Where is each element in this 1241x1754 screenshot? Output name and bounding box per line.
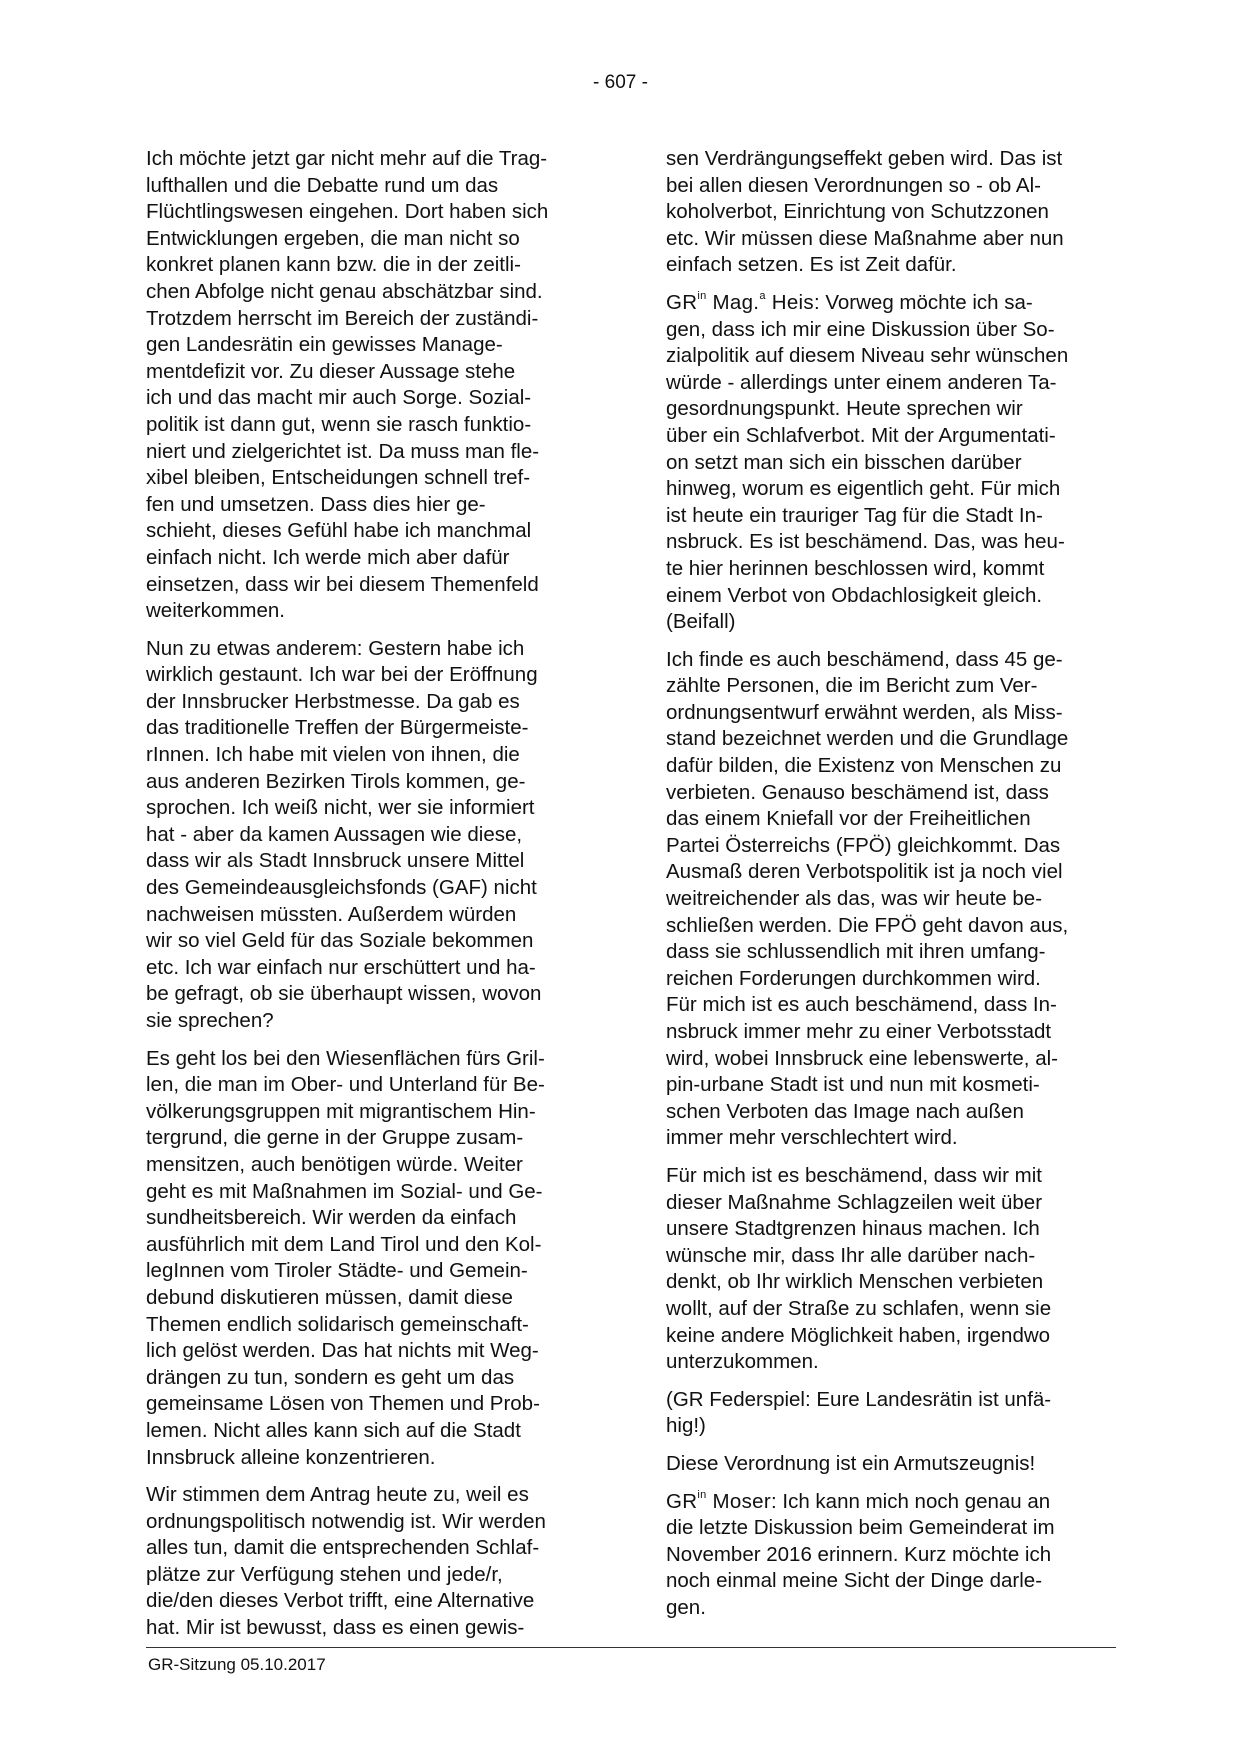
text-line: Es geht los bei den Wiesenflächen fürs Gril- xyxy=(146,1046,545,1070)
text-line: pin-urbane Stadt ist und nun mit kosmeti- xyxy=(666,1073,1040,1097)
text-line: konkret planen kann bzw. die in der zeitli- xyxy=(146,253,521,277)
text-line: denkt, ob Ihr wirklich Menschen verbieten xyxy=(666,1270,1044,1294)
paragraph xyxy=(146,1046,598,1472)
text-line: ausführlich mit dem Land Tirol und den Kol- xyxy=(146,1232,542,1256)
text-line: sie sprechen? xyxy=(146,1009,274,1032)
text-line: das traditionelle Treffen der Bürgermeiste- xyxy=(146,716,529,740)
text-line: würde - allerdings unter einem anderen Ta- xyxy=(666,370,1057,394)
text-line: te hier herinnen beschlossen wird, kommt xyxy=(666,556,1045,580)
text-line: dieser Maßnahme Schlagzeilen weit über xyxy=(666,1190,1043,1214)
text-line: schen Verboten das Image nach außen xyxy=(666,1099,1024,1123)
text-line: hat. Mir ist bewusst, dass es einen gewis- xyxy=(146,1616,525,1640)
text-line: politik ist dann gut, wenn sie rasch funktio- xyxy=(146,412,532,436)
footer-session-date: GR-Sitzung 05.10.2017 xyxy=(148,1655,326,1674)
text-line: fen und umsetzen. Dass dies hier ge- xyxy=(146,492,486,516)
text-line: zählte Personen, die im Bericht zum Ver- xyxy=(666,674,1038,698)
right-column xyxy=(666,146,1118,1632)
text-line: niert und zielgerichtet ist. Da muss man fle- xyxy=(146,439,540,463)
text-line: be gefragt, ob sie überhaupt wissen, wovon xyxy=(146,982,542,1006)
text-line: ordnungsentwurf erwähnt werden, als Miss- xyxy=(666,700,1063,724)
speaker-label: $GR^{in}$ Mag.$^a$ Heis xyxy=(666,290,814,314)
text-line: dass sie schlussendlich mit ihren umfang- xyxy=(666,940,1046,964)
speech-first-line: $GR^{in}$ Moser: Ich kann mich noch genau an xyxy=(666,1488,1051,1513)
text-line: nsbruck immer mehr zu einer Verbotsstadt xyxy=(666,1020,1052,1043)
text-line: wir so viel Geld für das Soziale bekommen xyxy=(146,929,534,953)
text-line: Trotzdem herrscht im Bereich der zuständi- xyxy=(146,306,539,330)
text-line: (Beifall) xyxy=(666,610,736,634)
text-line: Ausmaß deren Verbotspolitik ist ja noch viel xyxy=(666,860,1063,884)
text-line: Für mich ist es auch beschämend, dass In- xyxy=(666,993,1057,1017)
text-line: gen Landesrätin ein gewisses Manage- xyxy=(146,333,503,357)
text-line: sundheitsbereich. Wir werden da einfach xyxy=(146,1206,517,1230)
text-line: etc. Wir müssen diese Maßnahme aber nun xyxy=(666,226,1064,250)
text-line: sen Verdrängungseffekt geben wird. Das ist xyxy=(666,147,1063,170)
text-line: einem Verbot von Obdachlosigkeit gleich. xyxy=(666,583,1043,607)
text-line: November 2016 erinnern. Kurz möchte ich xyxy=(666,1542,1052,1566)
text-line: on setzt man sich ein bisschen darüber xyxy=(666,450,1022,474)
text-line: der Innsbrucker Herbstmesse. Da gab es xyxy=(146,689,520,713)
text-line: nachweisen müssten. Außerdem würden xyxy=(146,902,517,926)
text-line: hat - aber da kamen Aussagen wie diese, xyxy=(146,822,523,846)
text-line: die letzte Diskussion beim Gemeinderat im xyxy=(666,1516,1055,1540)
text-line: immer mehr verschlechtert wird. xyxy=(666,1126,958,1150)
text-line: Innsbruck alleine konzentrieren. xyxy=(146,1445,436,1469)
speech-body xyxy=(666,1515,1118,1621)
text-line: legInnen vom Tiroler Städte- und Gemein- xyxy=(146,1259,528,1283)
text-line: drängen zu tun, sondern es geht um das xyxy=(146,1365,515,1389)
paragraph xyxy=(146,636,598,1035)
text-line: gen, dass ich mir eine Diskussion über So- xyxy=(666,317,1055,341)
speaker-label: $GR^{in}$ Moser xyxy=(666,1488,771,1513)
page-number: - 607 - xyxy=(593,72,648,93)
text-line: unsere Stadtgrenzen hinaus machen. Ich xyxy=(666,1217,1040,1241)
text-line: koholverbot, Einrichtung von Schutzzonen xyxy=(666,200,1049,224)
text-line: alles tun, damit die entsprechenden Schlaf- xyxy=(146,1536,540,1560)
text-line: ordnungspolitisch notwendig ist. Wir werden xyxy=(146,1509,546,1533)
left-column xyxy=(146,146,598,1653)
text-line: unterzukommen. xyxy=(666,1350,819,1374)
text-line: schieht, dieses Gefühl habe ich manchmal xyxy=(146,519,532,543)
text-line: lemen. Nicht alles kann sich auf die Stadt xyxy=(146,1418,521,1442)
text-line: stand bezeichnet werden und die Grundlage xyxy=(666,727,1069,751)
text-line: Partei Österreichs (FPÖ) gleichkommt. Das xyxy=(666,833,1061,857)
text-line: noch einmal meine Sicht der Dinge darle- xyxy=(666,1569,1043,1593)
text-line: keine andere Möglichkeit haben, irgendwo xyxy=(666,1323,1051,1347)
text-line: dafür bilden, die Existenz von Menschen zu xyxy=(666,754,1062,778)
text-line: tergrund, die gerne in der Gruppe zusam- xyxy=(146,1126,524,1150)
text-line: xibel bleiben, Entscheidungen schnell tref- xyxy=(146,466,531,490)
text-line: des Gemeindeausgleichsfonds (GAF) nicht xyxy=(146,876,537,900)
text-line: über ein Schlafverbot. Mit der Argumentati- xyxy=(666,423,1056,447)
text-line: chen Abfolge nicht genau abschätzbar sind. xyxy=(146,279,543,303)
text-line: ich und das macht mir auch Sorge. Sozial- xyxy=(146,386,532,410)
interjection xyxy=(666,1387,1118,1440)
paragraph xyxy=(666,146,1118,279)
text-line: sprochen. Ich weiß nicht, wer sie informiert xyxy=(146,796,535,820)
speech-body xyxy=(666,317,1118,636)
paragraph xyxy=(666,647,1118,1152)
text-line: nsbruck. Es ist beschämend. Das, was heu- xyxy=(666,530,1065,554)
text-line: Für mich ist es beschämend, dass wir mit xyxy=(666,1163,1042,1187)
text-line: (GR Federspiel: Eure Landesrätin ist unfä- xyxy=(666,1387,1052,1411)
text-line: Flüchtlingswesen eingehen. Dort haben sich xyxy=(146,200,549,224)
text-line: zialpolitik auf diesem Niveau sehr wünschen xyxy=(666,344,1069,368)
text-line: rInnen. Ich habe mit vielen von ihnen, die xyxy=(146,743,520,767)
speech-moser xyxy=(666,1489,1118,1622)
text-line: lufthallen und die Debatte rund um das xyxy=(146,173,499,197)
text-line: Ich möchte jetzt gar nicht mehr auf die Trag- xyxy=(146,147,548,170)
text-line: verbieten. Genauso beschämend ist, dass xyxy=(666,780,1049,804)
text-line: weitreichender als das, was wir heute be- xyxy=(666,887,1043,911)
text-line: gesordnungspunkt. Heute sprechen wir xyxy=(666,397,1023,421)
text-line: hig!) xyxy=(666,1414,706,1438)
text-line: hinweg, worum es eigentlich geht. Für mich xyxy=(666,477,1061,501)
text-line: mensitzen, auch benötigen würde. Weiter xyxy=(146,1152,523,1176)
text-line: Ich finde es auch beschämend, dass 45 ge- xyxy=(666,647,1063,671)
text-line: mentdefizit vor. Zu dieser Aussage stehe xyxy=(146,359,516,383)
text-line: gen. xyxy=(666,1595,706,1619)
paragraph xyxy=(146,146,598,625)
text-line: wirklich gestaunt. Ich war bei der Eröffnung xyxy=(146,663,538,687)
text-line: Nun zu etwas anderem: Gestern habe ich xyxy=(146,636,525,660)
text-line: geht es mit Maßnahmen im Sozial- und Ge- xyxy=(146,1179,543,1203)
text-line: len, die man im Ober- und Unterland für Be- xyxy=(146,1073,545,1097)
text-line: das einem Kniefall vor der Freiheitlichen xyxy=(666,807,1031,831)
paragraph xyxy=(666,1163,1118,1376)
text-line: völkerungsgruppen mit migrantischem Hin- xyxy=(146,1099,536,1123)
text-line: schließen werden. Die FPÖ geht davon aus, xyxy=(666,913,1069,937)
text-line: wollt, auf der Straße zu schlafen, wenn sie xyxy=(666,1296,1052,1320)
text-line: ist heute ein trauriger Tag für die Stadt In- xyxy=(666,503,1043,527)
text-line: wird, wobei Innsbruck eine lebenswerte, al- xyxy=(666,1046,1058,1070)
speech-first-line: $GR^{in}$ Mag.$^a$ Heis: Vorweg möchte ich sa- xyxy=(666,290,1033,314)
text-line: einfach setzen. Es ist Zeit dafür. xyxy=(666,253,957,277)
text-line: Entwicklungen ergeben, die man nicht so xyxy=(146,226,520,250)
text-line: etc. Ich war einfach nur erschüttert und ha- xyxy=(146,955,536,979)
paragraph xyxy=(146,1482,598,1642)
text-line: einfach nicht. Ich werde mich aber dafür xyxy=(146,545,510,569)
text-line: dass wir als Stadt Innsbruck unsere Mittel xyxy=(146,849,525,873)
text-line: lich gelöst werden. Das hat nichts mit Weg- xyxy=(146,1339,539,1363)
text-line: debund diskutieren müssen, damit diese xyxy=(146,1285,513,1309)
text-line: Wir stimmen dem Antrag heute zu, weil es xyxy=(146,1483,529,1507)
text-line: die/den dieses Verbot trifft, eine Alternative xyxy=(146,1589,535,1613)
text-line: weiterkommen. xyxy=(146,599,285,623)
text-line: bei allen diesen Verordnungen so - ob Al- xyxy=(666,173,1041,197)
text-line: gemeinsame Lösen von Themen und Prob- xyxy=(146,1392,540,1416)
text-line: Themen endlich solidarisch gemeinschaft- xyxy=(146,1312,529,1336)
text-line: einsetzen, dass wir bei diesem Themenfeld xyxy=(146,572,539,596)
text-line: plätze zur Verfügung stehen und jede/r, xyxy=(146,1562,503,1586)
text-line: reichen Forderungen durchkommen wird. xyxy=(666,966,1041,990)
paragraph xyxy=(666,1451,1118,1478)
footer-divider xyxy=(146,1647,1116,1648)
text-line: aus anderen Bezirken Tirols kommen, ge- xyxy=(146,769,526,793)
text-line: Diese Verordnung ist ein Armutszeugnis! xyxy=(666,1451,1036,1475)
speech-heis xyxy=(666,290,1118,636)
text-line: wünsche mir, dass Ihr alle darüber nach- xyxy=(666,1243,1036,1267)
